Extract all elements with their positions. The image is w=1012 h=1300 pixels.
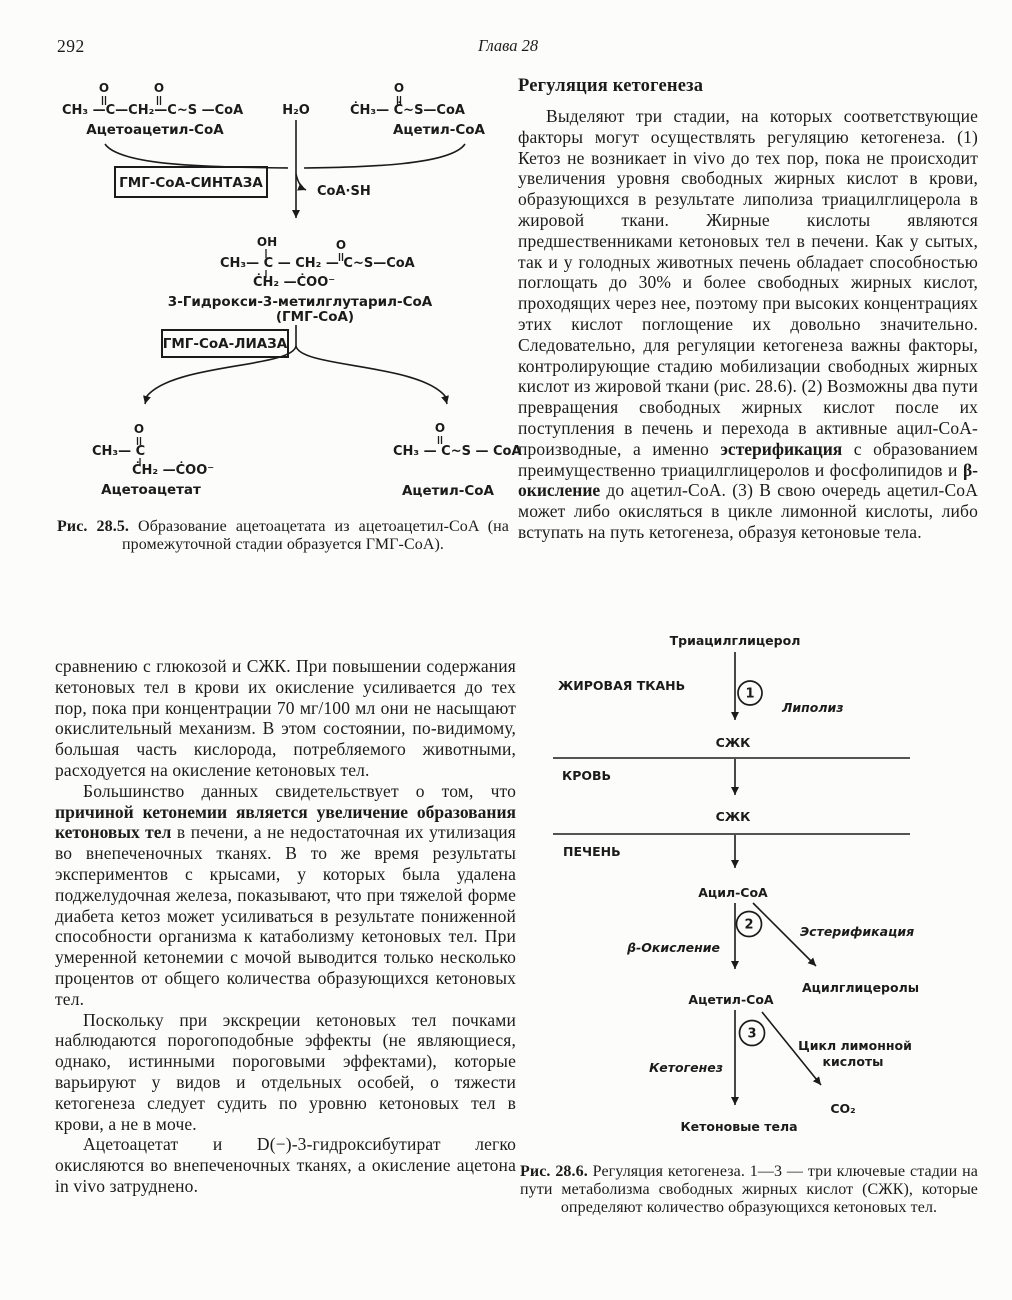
- figure-28-6-caption-text: Регуляция кетогенеза. 1—3 — три ключевые стадии на пути метаболизма свободных жирных кислот (СЖК), которые определяют количество образующихся кетоновых тел.: [520, 1163, 978, 1216]
- figure-28-5-caption-number: Рис. 28.5.: [57, 518, 130, 535]
- atom-oxygen: O: [393, 81, 405, 95]
- figure-28-5-caption-text: Образование ацетоацетата из ацетоацетил-CoA (на промежуточной стадии образуется ГМГ-CoA).: [122, 518, 509, 553]
- formula-hmg-coa: CH₃— C — CH₂ — C~S—CoA: [220, 256, 415, 271]
- node-ketone-bodies: Кетоновые тела: [680, 1119, 798, 1134]
- formula-acetyl-coa-product: CH₃ — C~S — CoA: [393, 444, 522, 459]
- converging-brace: [105, 144, 465, 168]
- compartment-liver: ПЕЧЕНЬ: [563, 844, 621, 859]
- node-triacylglycerol: Триацилглицерол: [669, 633, 801, 648]
- atom-oxygen: O: [153, 81, 165, 95]
- formula-acetoacetate: CH₃— C: [92, 444, 146, 459]
- label-hmg-name: 3-Гидрокси-3-метилглутарил-CoA: [167, 294, 433, 310]
- paragraph-text: с образованием преимущественно триацилглицеролов и фосфолипидов и: [518, 438, 978, 480]
- formula-hmg-side-chain: ĊH₂ —ĊOO⁻: [253, 275, 336, 290]
- term-beta-oxidation: β-окисление: [518, 459, 978, 501]
- formula-water: H₂O: [282, 103, 310, 118]
- node-citric-acid-cycle-line2: кислоты: [822, 1054, 884, 1069]
- label-acetoacetate: Ацетоацетат: [101, 482, 201, 498]
- process-esterification: Эстерификация: [800, 924, 915, 939]
- enzyme-hmg-coa-lyase: ГМГ-CoA-ЛИАЗА: [162, 336, 288, 352]
- figure-28-6-caption-number: Рис. 28.6.: [520, 1163, 588, 1180]
- compartment-blood: КРОВЬ: [562, 768, 612, 783]
- formula-coa-sh: CoA·SH: [317, 184, 371, 199]
- page-number: 292: [57, 36, 85, 56]
- formula-acetoacetyl-coa: CH₃ —C—CH₂—C~S —CoA: [62, 103, 244, 118]
- node-acetyl-coa: Ацетил-CoA: [688, 992, 774, 1007]
- compartment-adipose-tissue: ЖИРОВАЯ ТКАНЬ: [558, 678, 686, 693]
- enzyme-hmg-coa-synthase: ГМГ-CoA-СИНТАЗА: [119, 175, 263, 191]
- reaction-arrow: [296, 120, 306, 218]
- step-3-number: 3: [747, 1026, 757, 1042]
- paragraph-oxidation: сравнению с глюкозой и СЖК. При повышении содержания кетоновых тел в крови их окисление усиливается до тех пор, пока при концентрации 70 мг/100 мл они не насыщают окислительный механизм. В этом состоянии, по-видимому, большая часть кислорода, потребляемого животными, расходуется на окисление кетоновых тел.: [55, 656, 516, 780]
- node-co2: CO₂: [830, 1101, 856, 1116]
- atom-oxygen: O: [434, 421, 446, 435]
- left-column: [55, 656, 516, 1197]
- figure-28-5-diagram: [40, 70, 520, 518]
- atom-oxygen: O: [133, 422, 145, 436]
- node-ffa-adipose: СЖК: [715, 735, 751, 750]
- process-beta-oxidation: β-Окисление: [627, 940, 720, 955]
- term-esterification: эстерификация: [720, 438, 843, 459]
- atom-oxygen: O: [335, 238, 347, 252]
- label-hmg-abbrev: (ГМГ-CoA): [275, 309, 355, 325]
- paragraph-excretion: Поскольку при экскреции кетоновых тел почками наблюдаются порогоподобные эффекты (не являющиеся, однако, истинными пороговыми эффектами), которые варьируют у видов и отдельных особей, о тяжести кетогенеза следует судить по уровню кетоновых тел в крови, а не в моче.: [55, 1009, 516, 1134]
- paragraph-text: Выделяют три стадии, на которых соответствующие факторы могут осуществлять регуляцию кетогенеза. (1) Кетоз не возникает in vivo до тех пор, пока не происходит увеличения уровня свободных жирных кислот в крови, образующихся в результате липолиза триацилглицерола в жировой ткани. Жирные кислоты являются предшественниками кетоновых тел в печени. Как у сытых, так и у голодных животных печень обладает способностью поглощать до 30% и более свободных жирных кислот, проходящих через нее, поэтому при высоких концентрациях этих кислот поглощение их довольно значительно. Следовательно, для регуляции кетогенеза важны факторы, контролирующие стадию мобилизации свободных жирных кислот из жировой ткани (рис. 28.6). (2) Возможны два пути превращения свободных жирных кислот после их поступления в печень и перехода в активные ацил-CoA-производные, а именно: [518, 106, 978, 459]
- section-heading: Регуляция кетогенеза: [518, 76, 704, 96]
- node-acylglycerols: Ацилглицеролы: [802, 980, 920, 995]
- process-lipolysis: Липолиз: [782, 700, 844, 715]
- running-head: Глава 28: [478, 36, 539, 55]
- node-acyl-coa: Ацил-CoA: [698, 885, 768, 900]
- paragraph-text: в печени, а не недостаточная их утилизация во внепеченочных тканях. В то же время результаты экспериментов с крысами, у которых была удалена поджелудочная железа, показывают, что при тяжелой форме диабета кетоз может усиливаться в результате пониженной способности организма к катаболизму кетоновых тел. При умеренной кетонемии с мочой выводится только несколько процентов от общего количества образующихся кетоновых тел.: [55, 822, 516, 1009]
- paragraph-ketonemia: [55, 781, 516, 1010]
- node-citric-acid-cycle-line1: Цикл лимонной: [798, 1038, 912, 1053]
- group-hydroxyl: OH: [256, 235, 278, 249]
- right-column: [518, 76, 978, 543]
- paragraph-regulation: [518, 106, 978, 543]
- paragraph-acetoacetate: Ацетоацетат и D(−)-3-гидроксибутират легко окисляются во внепеченочных тканях, а окисление ацетона in vivo затруднено.: [55, 1134, 516, 1196]
- label-acetoacetyl-coa: Ацетоацетил-CoA: [86, 122, 224, 138]
- paragraph-text: до ацетил-CoA. (3) В свою очередь ацетил-CoA может либо окисляться в цикле лимонной кислоты, либо вступать на путь кетогенеза, образуя кетоновые тела.: [518, 480, 978, 542]
- paragraph-text: Большинство данных свидетельствует о том, что: [83, 780, 516, 801]
- label-acetyl-coa: Ацетил-CoA: [392, 122, 486, 138]
- node-ffa-blood: СЖК: [715, 809, 751, 824]
- formula-acetoacetate-side: ĊH₂ —ĊOO⁻: [132, 463, 215, 478]
- step-1-number: 1: [745, 686, 755, 702]
- step-2-number: 2: [744, 917, 754, 933]
- atom-oxygen: O: [98, 81, 110, 95]
- term-ketonemia-cause: причиной кетонемии является увеличение образования кетоновых тел: [55, 801, 516, 843]
- figure-28-5-caption: [57, 518, 509, 554]
- label-acetyl-coa-product: Ацетил-CoA: [401, 483, 495, 499]
- figure-28-6-caption: [520, 1163, 978, 1216]
- figure-28-6-diagram: [520, 622, 992, 1137]
- process-ketogenesis: Кетогенез: [649, 1060, 723, 1075]
- formula-acetyl-coa: ĊH₃— Ċ~S—CoA: [350, 103, 465, 118]
